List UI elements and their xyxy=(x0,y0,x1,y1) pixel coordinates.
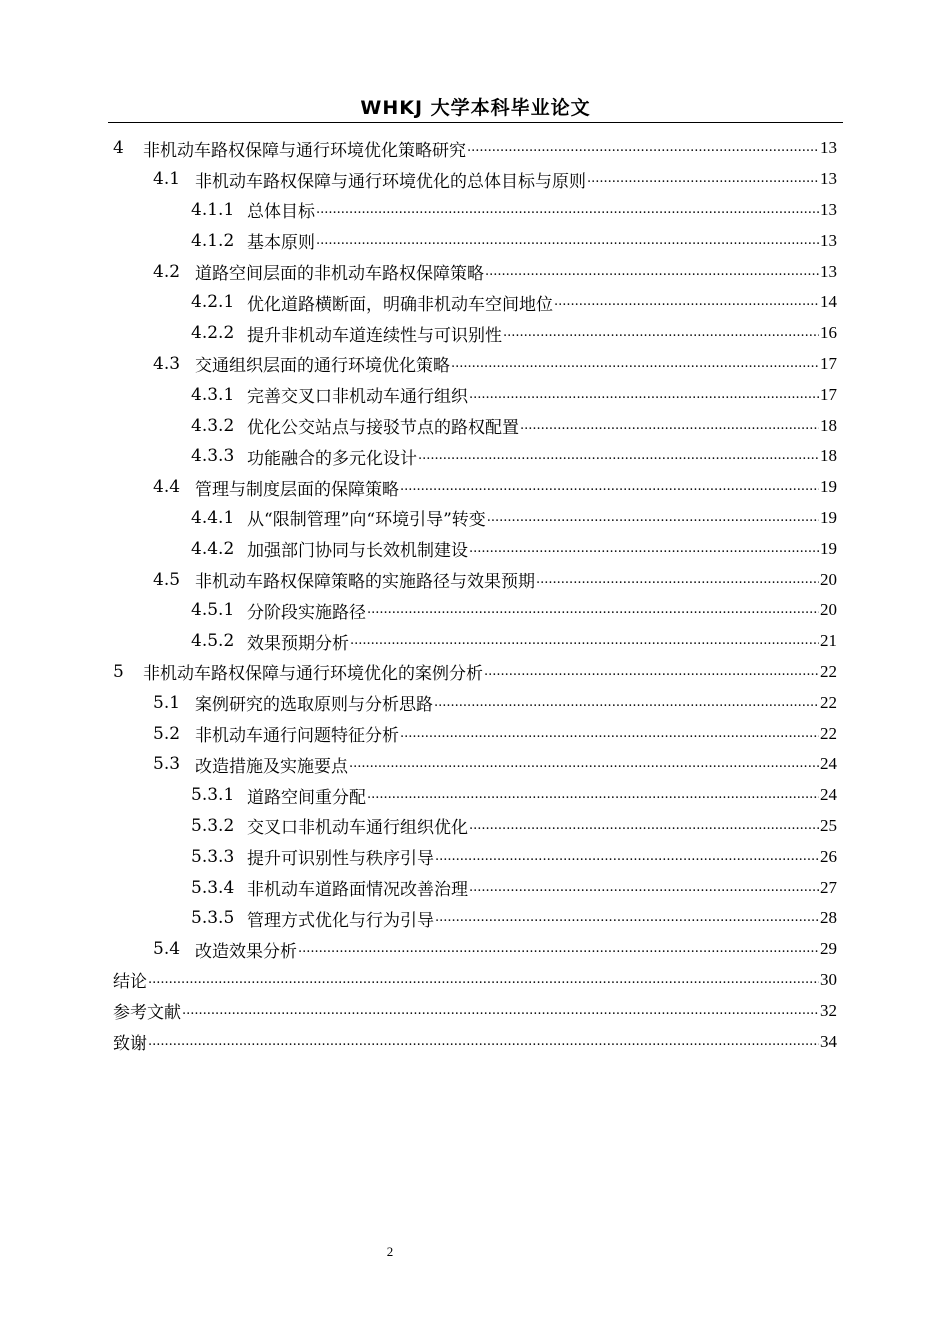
toc-entry-title: 案例研究的选取原则与分析思路 xyxy=(195,695,433,716)
toc-entry-page: 17 xyxy=(820,353,837,373)
dot-leader xyxy=(350,632,819,650)
toc-entry-title: 加强部门协同与长效机制建设 xyxy=(247,541,468,562)
toc-entry-title: 非机动车路权保障策略的实施路径与效果预期 xyxy=(195,572,535,593)
dot-leader xyxy=(484,663,819,681)
toc-entry[interactable] xyxy=(113,472,837,503)
page-header xyxy=(108,96,843,123)
toc-entry-page: 21 xyxy=(820,631,837,651)
toc-entry[interactable] xyxy=(113,903,837,934)
toc-entry-page: 22 xyxy=(820,661,837,681)
toc-entry[interactable] xyxy=(113,657,837,688)
toc-entry[interactable] xyxy=(113,503,837,534)
toc-entry-title: 优化道路横断面，明确非机动车空间地位 xyxy=(247,294,553,315)
toc-entry-number: 4.3.2 xyxy=(191,415,235,436)
toc-entry[interactable] xyxy=(113,780,837,811)
toc-entry-title: 管理与制度层面的保障策略 xyxy=(195,479,399,500)
dot-leader xyxy=(182,1002,819,1020)
dot-leader xyxy=(485,263,819,281)
toc-entry-page: 16 xyxy=(820,323,837,343)
dot-leader xyxy=(554,293,819,311)
toc-entry-page: 19 xyxy=(820,477,837,497)
toc-entry-page: 28 xyxy=(820,908,837,928)
toc-entry-page: 13 xyxy=(820,230,837,250)
toc-entry-number: 4.5.2 xyxy=(191,631,235,652)
dot-leader xyxy=(148,1033,819,1051)
toc-entry-title: 结论 xyxy=(113,972,147,993)
toc-entry-title: 致谢 xyxy=(113,1034,147,1054)
toc-entry-title: 非机动车路权保障与通行环境优化的总体目标与原则 xyxy=(195,171,586,192)
toc-entry-title: 非机动车通行问题特征分析 xyxy=(195,726,399,747)
dot-leader xyxy=(367,601,819,619)
dot-leader xyxy=(435,848,819,866)
toc-entry-title: 改造效果分析 xyxy=(195,941,297,962)
toc-entry[interactable] xyxy=(113,410,837,441)
toc-entry-number: 4.1.1 xyxy=(191,199,235,220)
dot-leader xyxy=(469,386,819,404)
toc-entry[interactable] xyxy=(113,1026,837,1057)
toc-entry-title: 优化公交站点与接驳节点的路权配置 xyxy=(247,418,519,439)
page-number: 2 xyxy=(386,1244,394,1259)
toc-entry-number: 4.2.2 xyxy=(191,323,235,344)
toc-entry-page: 13 xyxy=(820,261,837,281)
toc-entry-page: 13 xyxy=(820,169,837,189)
toc-entry[interactable] xyxy=(113,225,837,256)
toc-entry-number: 4.3.3 xyxy=(191,446,235,467)
toc-entry-title: 参考文献 xyxy=(113,1003,181,1024)
toc-entry-title: 道路空间重分配 xyxy=(247,787,366,808)
toc-entry-number: 5.3.5 xyxy=(191,908,235,929)
toc-entry-page: 25 xyxy=(820,815,837,835)
toc-entry[interactable] xyxy=(113,164,837,195)
toc-entry-number: 5.1 xyxy=(153,692,181,713)
toc-entry-number: 4.4.1 xyxy=(191,507,235,528)
toc-entry-title: 道路空间层面的非机动车路权保障策略 xyxy=(195,264,484,285)
toc-entry-page: 13 xyxy=(820,138,837,158)
dot-leader xyxy=(451,355,819,373)
dot-leader xyxy=(148,971,819,989)
toc-entry-page: 27 xyxy=(820,877,837,897)
toc-entry-number: 5.3.4 xyxy=(191,877,235,898)
toc-entry[interactable] xyxy=(113,934,837,965)
toc-entry-page: 34 xyxy=(820,1031,837,1051)
toc-entry-number: 4.2.1 xyxy=(191,292,235,313)
toc-entry-title: 功能融合的多元化设计 xyxy=(247,448,417,469)
toc-entry-number: 5 xyxy=(113,661,124,682)
toc-entry[interactable] xyxy=(113,287,837,318)
toc-entry-page: 24 xyxy=(820,785,837,805)
toc-entry-title: 总体目标 xyxy=(247,202,315,223)
toc-entry[interactable] xyxy=(113,718,837,749)
toc-entry-title: 效果预期分析 xyxy=(247,633,349,654)
toc-entry-number: 5.3.2 xyxy=(191,815,235,836)
toc-entry-number: 4.3 xyxy=(153,353,181,374)
dot-leader xyxy=(400,725,819,743)
toc-entry-title: 基本原则 xyxy=(247,233,315,254)
toc-entry[interactable] xyxy=(113,379,837,410)
toc-entry-page: 18 xyxy=(820,415,837,435)
toc-entry-page: 29 xyxy=(820,939,837,959)
toc-entry-number: 4.4 xyxy=(153,477,181,498)
dot-leader xyxy=(418,447,819,465)
toc-entry-title: 管理方式优化与行为引导 xyxy=(247,910,434,931)
toc-entry[interactable] xyxy=(113,256,837,287)
dot-leader xyxy=(367,786,819,804)
toc-entry[interactable] xyxy=(113,841,837,872)
toc-entry-title: 交通组织层面的通行环境优化策略 xyxy=(195,356,450,377)
toc-entry[interactable] xyxy=(113,133,837,164)
toc-entry-number: 4 xyxy=(113,138,124,159)
toc-entry-number: 5.2 xyxy=(153,723,181,744)
dot-leader xyxy=(316,232,819,250)
toc-entry-title: 非机动车路权保障与通行环境优化的案例分析 xyxy=(143,664,483,685)
toc-entry-number: 5.4 xyxy=(153,939,181,960)
toc-entry-title: 非机动车路权保障与通行环境优化策略研究 xyxy=(143,140,466,161)
dot-leader xyxy=(298,940,819,958)
toc-entry-page: 20 xyxy=(820,600,837,620)
toc-entry-title: 改造措施及实施要点 xyxy=(195,756,348,777)
toc-entry-number: 4.3.1 xyxy=(191,384,235,405)
toc-entry-number: 4.1 xyxy=(153,169,181,190)
toc-entry-page: 30 xyxy=(820,969,837,989)
toc-entry-title: 从“限制管理”向“环境引导”转变 xyxy=(247,510,486,531)
dot-leader xyxy=(520,417,819,435)
toc-entry-page: 22 xyxy=(820,692,837,712)
toc-entry-page: 24 xyxy=(820,754,837,774)
toc-entry-page: 19 xyxy=(820,538,837,558)
toc-entry-page: 26 xyxy=(820,846,837,866)
dot-leader xyxy=(467,139,819,157)
toc-entry[interactable] xyxy=(113,872,837,903)
toc-entry[interactable] xyxy=(113,687,837,718)
table-of-contents xyxy=(113,133,837,1057)
toc-entry[interactable] xyxy=(113,195,837,226)
toc-entry-title: 提升可识别性与秩序引导 xyxy=(247,849,434,870)
toc-entry[interactable] xyxy=(113,564,837,595)
toc-entry-number: 5.3.1 xyxy=(191,785,235,806)
toc-entry-page: 22 xyxy=(820,723,837,743)
toc-entry-number: 4.1.2 xyxy=(191,230,235,251)
toc-entry[interactable] xyxy=(113,811,837,842)
dot-leader xyxy=(469,879,819,897)
toc-entry[interactable] xyxy=(113,441,837,472)
dot-leader xyxy=(469,817,819,835)
toc-entry-page: 17 xyxy=(820,384,837,404)
toc-entry[interactable] xyxy=(113,626,837,657)
toc-entry[interactable] xyxy=(113,595,837,626)
toc-entry-page: 13 xyxy=(820,199,837,219)
toc-entry-number: 4.5.1 xyxy=(191,600,235,621)
toc-entry-number: 5.3 xyxy=(153,754,181,775)
dot-leader xyxy=(316,201,819,219)
toc-entry-title: 交叉口非机动车通行组织优化 xyxy=(247,818,468,839)
dot-leader xyxy=(434,694,819,712)
dot-leader xyxy=(469,540,819,558)
toc-entry-page: 18 xyxy=(820,446,837,466)
toc-entry[interactable] xyxy=(113,995,837,1026)
toc-entry-number: 4.5 xyxy=(153,569,181,590)
dot-leader xyxy=(349,755,819,773)
toc-entry-page: 32 xyxy=(820,1000,837,1020)
toc-entry-page: 20 xyxy=(820,569,837,589)
toc-entry-title: 完善交叉口非机动车通行组织 xyxy=(247,387,468,408)
dot-leader xyxy=(587,170,819,188)
dot-leader xyxy=(435,909,819,927)
toc-entry-number: 4.2 xyxy=(153,261,181,282)
dot-leader xyxy=(536,571,819,589)
header-title: WHKJ 大学本科毕业论文 xyxy=(360,97,591,119)
toc-entry-title: 提升非机动车道连续性与可识别性 xyxy=(247,325,502,346)
toc-entry[interactable] xyxy=(113,965,837,996)
dot-leader xyxy=(487,509,819,527)
toc-entry-number: 4.4.2 xyxy=(191,538,235,559)
toc-entry-title: 非机动车道路面情况改善治理 xyxy=(247,880,468,901)
toc-entry-title: 分阶段实施路径 xyxy=(247,602,366,623)
toc-entry-number: 5.3.3 xyxy=(191,846,235,867)
toc-entry[interactable] xyxy=(113,349,837,380)
dot-leader xyxy=(400,478,819,496)
dot-leader xyxy=(503,324,819,342)
toc-entry[interactable] xyxy=(113,533,837,564)
toc-entry-page: 19 xyxy=(820,507,837,527)
toc-entry[interactable] xyxy=(113,318,837,349)
toc-entry[interactable] xyxy=(113,749,837,780)
toc-entry-page: 14 xyxy=(820,292,837,312)
